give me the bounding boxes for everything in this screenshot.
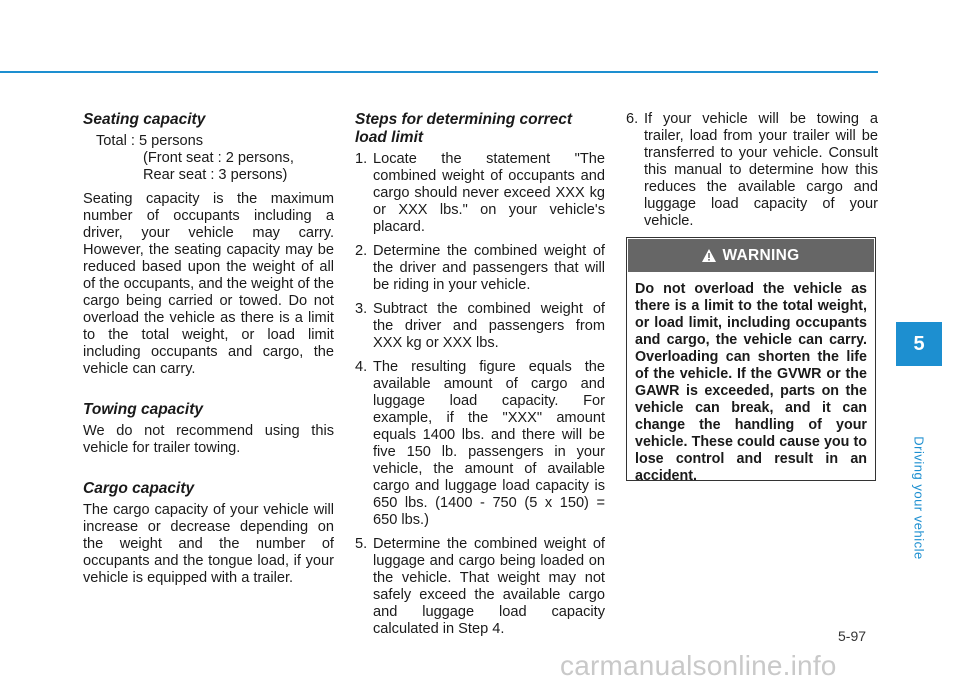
cargo-paragraph: The cargo capacity of your vehicle will increase or decrease depending on the weight and the number of occupants and the tongue load, if your vehicle is equipped with a trailer.	[83, 502, 334, 586]
warning-box	[626, 237, 876, 484]
chapter-label: Driving your vehicle	[911, 436, 927, 560]
list-item: 1. Locate the statement "The combined weight of occupants and cargo should never exceed XXX kg or XXX lbs." on your vehicle's placard.	[355, 151, 605, 235]
seating-total: Total : 5 persons	[96, 133, 204, 149]
list-item: 2. Determine the combined weight of the driver and passengers that will be riding in your vehicle.	[355, 243, 605, 293]
list-item: 4. The resulting figure equals the available amount of cargo and luggage load capacity. For example, if the "XXX" amount equals 1400 lbs. and there will be five 150 lb. passengers in your vehicle, the amount of available cargo and luggage load capacity is 650 lbs. (1400 - 750 (5 x 150) = 650 lbs.)	[355, 359, 605, 528]
chapter-tab	[896, 322, 942, 366]
cargo-heading: Cargo capacity	[83, 480, 195, 497]
warning-header	[628, 239, 874, 272]
column-middle	[355, 111, 605, 645]
header-rule	[0, 71, 878, 73]
column-left	[83, 111, 334, 587]
steps-list	[355, 151, 605, 638]
towing-heading: Towing capacity	[83, 401, 204, 418]
column-right	[626, 111, 878, 237]
seating-paragraph: Seating capacity is the maximum number of occupants including a driver, your vehicle may carry. However, the seating capacity may be reduced based upon the weight of all of the occupants, and the weight of the cargo being carried or towed. Do not overload the vehicle as there is a limit to the total weight, or load limit including occupants and cargo, the vehicle can carry.	[83, 191, 334, 377]
warning-text: Do not overload the vehicle as there is a limit to the total weight, or load limit, including occupants and cargo, the vehicle can carry. Overloading can shorten the life of the vehicle. If the GVWR or the GAWR is exceeded, parts on the vehicle can break, and it can change the handling of your vehicle. These could cause you to lose control and result in an accident.	[635, 281, 867, 484]
list-item: 6. If your vehicle will be towing a trailer, load from your trailer will be transferred to your vehicle. Consult this manual to determine how this reduces the available cargo and luggage load capacity of your vehicle.	[626, 111, 878, 229]
watermark-text: carmanualsonline.info	[560, 650, 837, 681]
steps-list-continued	[626, 111, 878, 230]
warning-triangle-icon	[702, 249, 716, 262]
seating-front: (Front seat : 2 persons,	[143, 150, 294, 166]
page-number: 5-97	[838, 628, 867, 644]
seating-heading: Seating capacity	[83, 111, 206, 128]
towing-paragraph: We do not recommend using this vehicle for trailer towing.	[83, 423, 334, 456]
list-item: 3. Subtract the combined weight of the driver and passengers from XXX kg or XXX lbs.	[355, 301, 605, 351]
steps-heading: Steps for determining correct load limit	[355, 111, 573, 146]
list-item: 5. Determine the combined weight of luggage and cargo being loaded on the vehicle. That weight may not safely exceed the available cargo and luggage load capacity calculated in Step 4.	[355, 536, 605, 637]
warning-title: WARNING	[722, 246, 800, 264]
chapter-number: 5	[913, 332, 925, 355]
seating-rear: Rear seat : 3 persons)	[143, 167, 288, 183]
